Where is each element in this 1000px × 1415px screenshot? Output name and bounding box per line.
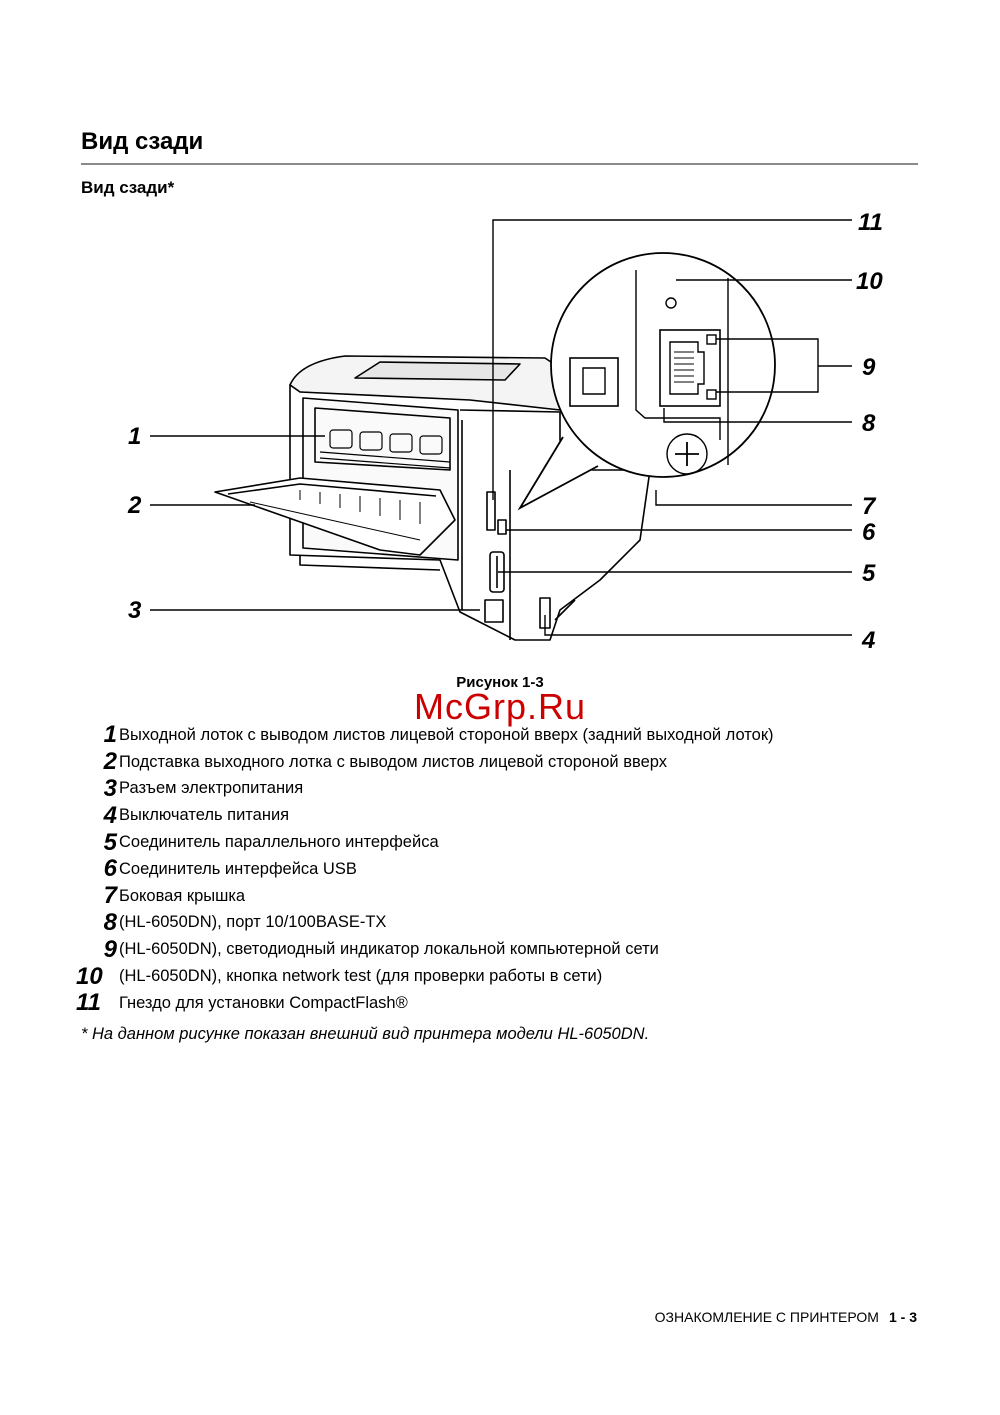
power-socket: [485, 600, 503, 622]
legend-item: [76, 962, 921, 990]
callout-7: 7: [862, 493, 876, 520]
page-footer: [655, 1309, 917, 1325]
compactflash-slot: [487, 492, 495, 530]
legend-item: [81, 802, 921, 829]
footer-page-number: 1 - 3: [888, 1309, 917, 1325]
legend-text: Разъем электропитания: [119, 779, 304, 798]
callout-4: 4: [862, 627, 876, 654]
legend-text: Соединитель параллельного интерфейса: [119, 833, 439, 852]
legend-number: 7: [103, 882, 117, 910]
legend-item: [81, 829, 921, 856]
legend-text: Выходной лоток с выводом листов лицевой стороной вверх (задний выходной лоток): [119, 725, 774, 744]
legend-number: 1: [103, 721, 117, 749]
title-rule: [81, 163, 918, 165]
legend-text: Выключатель питания: [119, 806, 290, 825]
legend-item: [81, 749, 921, 776]
legend-item: [81, 856, 921, 883]
legend-item: [81, 883, 921, 910]
footnote: * На данном рисунке показан внешний вид принтера модели HL-6050DN.: [81, 1025, 650, 1043]
legend-text: Боковая крышка: [119, 886, 246, 905]
parts-legend: [76, 721, 921, 1017]
figure-caption: Рисунок 1-3: [456, 674, 544, 691]
legend-text: Подставка выходного лотка с выводом листов лицевой стороной вверх: [119, 752, 667, 771]
legend-number: 10: [76, 962, 103, 990]
callout-5: 5: [862, 560, 876, 587]
legend-item: [76, 989, 921, 1017]
legend-text: (HL-6050DN), порт 10/100BASE-TX: [119, 913, 387, 932]
legend-number: 5: [103, 828, 117, 856]
legend-item: [81, 722, 921, 749]
legend-text: Гнездо для установки CompactFlash®: [119, 993, 408, 1012]
callout-1: 1: [128, 423, 142, 450]
magnified-detail: [520, 253, 775, 508]
legend-text: (HL-6050DN), кнопка network test (для проверки работы в сети): [119, 967, 603, 986]
callout-2: 2: [128, 492, 142, 519]
figure-subtitle: Вид сзади*: [81, 178, 175, 197]
legend-number: 11: [76, 989, 101, 1017]
callout-6: 6: [862, 519, 876, 546]
legend-number: 6: [103, 855, 117, 883]
legend-text: Соединитель интерфейса USB: [119, 859, 357, 878]
legend-number: 9: [103, 935, 117, 963]
legend-item: [81, 910, 921, 937]
watermark-text: McGrp.Ru: [413, 686, 587, 727]
legend-number: 4: [103, 801, 117, 829]
legend-text: (HL-6050DN), светодиодный индикатор локальной компьютерной сети: [119, 940, 659, 959]
legend-number: 8: [103, 908, 117, 936]
usb-connector: [498, 520, 506, 534]
legend-number: 2: [103, 748, 117, 776]
callout-10: 10: [856, 268, 883, 295]
legend-item: [81, 776, 921, 803]
legend-item: [81, 936, 921, 963]
callout-11: 11: [858, 209, 883, 236]
callout-8: 8: [862, 410, 876, 437]
callout-3: 3: [128, 597, 142, 624]
callout-9: 9: [862, 354, 876, 381]
printer-rear-view-figure: [100, 200, 920, 670]
page-title: Вид сзади: [81, 128, 204, 155]
footer-chapter: ОЗНАКОМЛЕНИЕ С ПРИНТЕРОМ: [654, 1309, 879, 1325]
legend-number: 3: [103, 775, 117, 802]
